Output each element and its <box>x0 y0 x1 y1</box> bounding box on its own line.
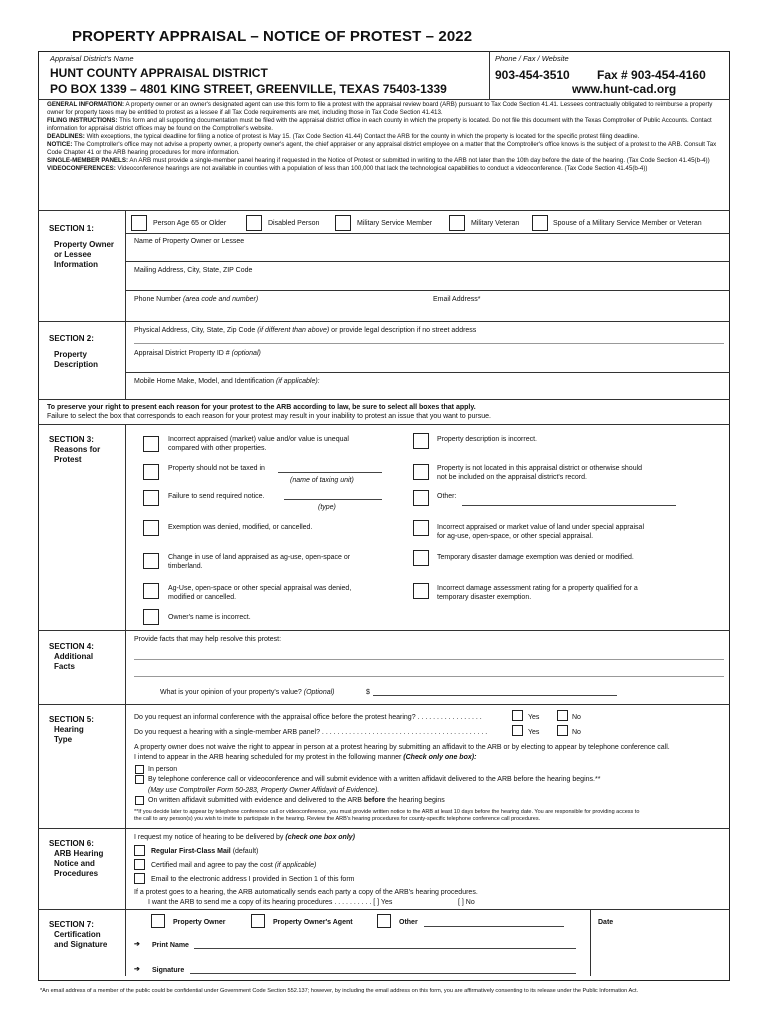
reason-damage-rating-checkbox[interactable] <box>413 583 429 599</box>
reason-description: Property description is incorrect. <box>437 436 537 443</box>
section6-sub2: Notice and <box>54 859 95 868</box>
section7-title: SECTION 7: <box>49 920 94 929</box>
label-spouse: Spouse of a Military Service Member or Veteran <box>553 220 702 227</box>
owner-name-label: Name of Property Owner or Lessee <box>134 238 245 245</box>
reason-text: for ag-use, open-space, or other special appraisal. <box>437 533 594 540</box>
opinion-value-field[interactable] <box>373 695 617 696</box>
footnote-line: the call to any person(s) you wish to invite to participate in the hearing. Review the ARB's hearing procedures for county-specific telephone conference call procedures. <box>134 816 541 822</box>
agent-checkbox[interactable] <box>251 914 265 928</box>
mobile-text: Mobile Home Make, Model, and Identification <box>134 378 275 385</box>
phone-number: 903-454-3510 <box>495 68 570 82</box>
filing-text: This form and all supporting documentation must be filed with the appraisal district office in each county in which the property is located. Do not file this document with the Texas Comptroller of Public Accounts. Contact information for appraisal district offices may be found on the Comptroller's website. <box>47 117 712 132</box>
reason-market-value <box>168 435 349 453</box>
facts-prompt: Provide facts that may help resolve this protest: <box>134 636 282 643</box>
single-member-yes-checkbox[interactable] <box>512 725 523 736</box>
affidavit-checkbox[interactable] <box>135 796 144 805</box>
section2-label <box>49 334 98 370</box>
reason-land-use <box>168 553 350 571</box>
physical-hint: (if different than above) <box>257 327 330 334</box>
email-label: Email Address* <box>433 296 481 303</box>
arrow-icon: ➔ <box>134 941 140 948</box>
rule <box>38 909 730 910</box>
video-text: Videoconference hearings are not available in counties with a population of less than 100,000 that lack the technological capabilities to conduct a videoconference. (Tax Code Section 41.45(b-4)) <box>117 165 648 172</box>
first-class-tail: (default) <box>232 848 259 855</box>
other-reason-field[interactable] <box>462 505 676 506</box>
fax-number: Fax # 903-454-4160 <box>597 68 706 82</box>
facts-line-2[interactable] <box>134 676 724 677</box>
reason-text: not be included on the appraisal district's record. <box>437 474 587 481</box>
district-label: Appraisal District's Name <box>50 54 134 63</box>
deadlines-text: With exceptions, the typical deadline for filing a notice of protest is May 15. (Tax Code Section 41.44) Contact the ARB for the county in which the property is located for the specific protest filing deadline. <box>86 133 640 140</box>
property-owner-label: Property Owner <box>173 919 226 926</box>
print-name-label: Print Name <box>152 942 189 949</box>
rule <box>125 424 126 630</box>
telephone-checkbox[interactable] <box>135 775 144 784</box>
rule <box>125 233 730 234</box>
general-text: A property owner or an owner's designated agent can use this form to file a protest with the appraisal review board (ARB) pursuant to Tax Code Section 41.41. Lessees contractually obligated to reimburse a property owner for property taxes may be entitled to protest as a lessee if all Tax Code requirements are met, including those in Tax Code Section 41.413. <box>47 101 713 116</box>
section4-label <box>49 642 94 672</box>
mobile-hint: (if applicable): <box>276 378 320 385</box>
appearance-text: I intend to appear in the ARB hearing scheduled for my protest in the following manner <box>134 754 402 761</box>
rule <box>38 399 730 400</box>
section6-sub3: Procedures <box>54 869 99 878</box>
section2-title: SECTION 2: <box>49 334 94 343</box>
deadlines-head: DEADLINES: <box>47 133 85 140</box>
certified-tail: (if applicable) <box>274 862 317 869</box>
dollar-sign: $ <box>366 689 370 696</box>
reason-text: Incorrect damage assessment rating for a property qualified for a <box>437 585 638 592</box>
rule <box>125 261 730 262</box>
reason-damage-rating <box>437 584 638 602</box>
general-info <box>47 101 723 173</box>
opinion-text: What is your opinion of your property's value? <box>160 689 302 696</box>
section2-sub1: Property <box>54 350 87 359</box>
section1-label <box>49 224 114 270</box>
informal-no-label: No <box>572 714 581 721</box>
certified-mail-label <box>151 861 316 870</box>
single-head: SINGLE-MEMBER PANELS: <box>47 157 129 164</box>
reason-other: Other: <box>437 493 457 500</box>
hearing-footnote <box>134 809 639 823</box>
section7-sub2: and Signature <box>54 940 108 949</box>
general-head: GENERAL INFORMATION: <box>47 101 125 108</box>
first-class-mail-label <box>151 847 258 856</box>
affidavit-label <box>148 796 445 805</box>
first-class-mail-checkbox[interactable] <box>134 845 145 856</box>
reason-exemption-checkbox[interactable] <box>143 520 159 536</box>
contact-label: Phone / Fax / Website <box>495 54 569 63</box>
property-owner-checkbox[interactable] <box>151 914 165 928</box>
reason-location <box>437 464 642 482</box>
phone-hint: (area code and number) <box>183 296 259 303</box>
section7-label <box>49 920 107 950</box>
section5-sub2: Type <box>54 735 73 744</box>
reason-location-checkbox[interactable] <box>413 464 429 480</box>
certified-text: Certified mail and agree to pay the cost <box>151 862 273 869</box>
reason-notice: Failure to send required notice. <box>168 493 265 500</box>
header-bottom-rule <box>38 99 730 100</box>
reason-text: compared with other properties. <box>168 445 267 452</box>
rule <box>38 828 730 829</box>
section3-sub2: Protest <box>54 455 82 464</box>
website: www.hunt-cad.org <box>572 82 677 96</box>
id-text: Appraisal District Property ID # <box>134 350 230 357</box>
checkbox-military-member[interactable] <box>335 215 351 231</box>
section6-label <box>49 839 103 879</box>
rule <box>38 630 730 631</box>
reason-text: Incorrect appraised or market value of land under special appraisal <box>437 524 645 531</box>
filing-head: FILING INSTRUCTIONS: <box>47 117 118 124</box>
phone-field-label <box>134 295 258 304</box>
reason-text: Incorrect appraised (market) value and/or value is unequal <box>168 436 349 443</box>
section3-title: SECTION 3: <box>49 435 94 444</box>
physical-text: Physical Address, City, State, Zip Code <box>134 327 256 334</box>
informal-yes-checkbox[interactable] <box>512 710 523 721</box>
delivery-text: I request my notice of hearing to be delivered by <box>134 834 284 841</box>
email-delivery-label: Email to the electronic address I provided in Section 1 of this form <box>151 876 355 883</box>
section5-sub1: Hearing <box>54 725 84 734</box>
notice-head: NOTICE: <box>47 141 73 148</box>
single-text: An ARB must provide a single-member panel hearing if requested in the Notice of Protest or submitted in writing to the ARB not later than the 10th day before the date of the hearing. (Tax Code Section 41.45(b-4)) <box>129 157 710 164</box>
telephone-label: By telephone conference call or videoconference and will submit evidence with a written affidavit delivered to the ARB before the hearing begins.** <box>148 776 601 783</box>
id-hint: (optional) <box>231 350 261 357</box>
single-member-yes-label: Yes <box>528 729 540 736</box>
reason-market-value-checkbox[interactable] <box>143 436 159 452</box>
rule <box>278 472 382 473</box>
agent-label: Property Owner's Agent <box>273 919 353 926</box>
section2-sub2: Description <box>54 360 99 369</box>
reason-text: temporary disaster exemption. <box>437 594 532 601</box>
section1-sub2: or Lessee <box>54 250 92 259</box>
affidavit-tail: the hearing begins <box>387 797 445 804</box>
section3-label <box>49 435 100 465</box>
section1-sub1: Property Owner <box>54 240 115 249</box>
opinion-label <box>160 688 335 697</box>
district-address: PO BOX 1339 – 4801 KING STREET, GREENVILLE, TEXAS 75403-1339 <box>50 82 447 96</box>
other-signer-field[interactable] <box>424 926 564 927</box>
arrow-icon: ➔ <box>134 966 140 973</box>
checkbox-disabled[interactable] <box>246 215 262 231</box>
signature-label: Signature <box>152 967 185 974</box>
certified-mail-checkbox[interactable] <box>134 859 145 870</box>
informal-conference-question: Do you request an informal conference with the appraisal office before the protest hearing? . . . . . . . . . . . . . . . . . <box>134 714 482 721</box>
reason-not-taxed-checkbox[interactable] <box>143 464 159 480</box>
in-person-checkbox[interactable] <box>135 765 144 774</box>
reason-disaster-exemption: Temporary disaster damage exemption was denied or modified. <box>437 554 634 561</box>
affidavit-text: On written affidavit submitted with evidence and delivered to the ARB <box>148 797 362 804</box>
first-class-text: Regular First-Class Mail <box>151 848 231 855</box>
section1-title: SECTION 1: <box>49 224 94 233</box>
property-id-label <box>134 349 261 358</box>
reason-text: Property is not located in this appraisal district or otherwise should <box>437 465 643 472</box>
mailing-address-label: Mailing Address, City, State, ZIP Code <box>134 267 253 274</box>
reason-owner-name: Owner's name is incorrect. <box>168 614 251 621</box>
mobile-home-label <box>134 377 320 386</box>
section4-sub1: Additional <box>54 652 94 661</box>
single-member-no-label: No <box>572 729 581 736</box>
in-person-label: In person <box>148 766 178 773</box>
rule <box>284 499 382 500</box>
physical-tail: or provide legal description if no street address <box>331 327 477 334</box>
delivery-prompt <box>134 833 355 842</box>
section3-sub1: Reasons for <box>54 445 101 454</box>
reason-owner-name-checkbox[interactable] <box>143 609 159 625</box>
page-title: PROPERTY APPRAISAL – NOTICE OF PROTEST – 2022 <box>72 28 473 45</box>
video-head: VIDEOCONFERENCES: <box>47 165 116 172</box>
label-military-member: Military Service Member <box>357 220 433 227</box>
reason-exemption: Exemption was denied, modified, or cancelled. <box>168 524 313 531</box>
rule <box>125 372 730 373</box>
footnote-line: **If you decide later to appear by telephone conference call or videoconference, you must provide written notice to the ARB at least 10 days before the hearing date. You are responsible for providing access to <box>134 809 640 815</box>
label-disabled: Disabled Person <box>268 220 320 227</box>
rule <box>38 704 730 705</box>
rule <box>590 909 591 976</box>
appearance-prompt <box>134 753 476 762</box>
section5-title: SECTION 5: <box>49 715 94 724</box>
section4-sub2: Facts <box>54 662 75 671</box>
type-hint: (type) <box>318 504 336 511</box>
checkbox-spouse[interactable] <box>532 215 548 231</box>
affidavit-before: before <box>363 797 386 804</box>
reason-text: Ag-Use, open-space or other special appraisal was denied, <box>168 585 352 592</box>
waive-statement: A property owner does not waive the right to appear in person at a protest hearing by submitting an affidavit to the ARB or by electing to appear by telephone conference call. <box>134 744 670 751</box>
reason-notice-checkbox[interactable] <box>143 490 159 506</box>
header-divider <box>489 51 490 99</box>
reason-land-value <box>437 523 644 541</box>
reason-not-taxed: Property should not be taxed in <box>168 465 265 472</box>
appearance-bold: (Check only one box): <box>403 754 477 761</box>
reason-text: Change in use of land appraised as ag-use, open-space or <box>168 554 351 561</box>
informal-yes-label: Yes <box>528 714 540 721</box>
reason-disaster-exemption-checkbox[interactable] <box>413 550 429 566</box>
reason-text: timberland. <box>168 563 203 570</box>
section5-label <box>49 715 94 745</box>
telephone-note: (May use Comptroller Form 50-283, Property Owner Affidavit of Evidence). <box>148 787 380 794</box>
label-age65: Person Age 65 or Older <box>153 220 227 227</box>
procedures-copy-no[interactable]: [ ] No <box>458 899 475 906</box>
general-bottom-rule <box>38 210 730 211</box>
rule <box>125 290 730 291</box>
reason-other-checkbox[interactable] <box>413 490 429 506</box>
single-member-question: Do you request a hearing with a single-member ARB panel? . . . . . . . . . . . . . . . . . . . . . . . . . . . . . . . . . . . . . . . . . . . <box>134 729 488 736</box>
procedures-copy-question: I want the ARB to send me a copy of its hearing procedures . . . . . . . . . . [ ] Yes <box>148 899 393 906</box>
physical-address-label <box>134 326 476 335</box>
section4-title: SECTION 4: <box>49 642 94 651</box>
preserve-warning: To preserve your right to present each reason for your protest to the ARB according to law, be sure to select all boxes that apply. <box>47 404 476 411</box>
delivery-bold: (check one box only) <box>285 834 355 841</box>
section6-sub1: ARB Hearing <box>54 849 104 858</box>
other-signer-checkbox[interactable] <box>377 914 391 928</box>
reason-text: modified or cancelled. <box>168 594 237 601</box>
email-disclaimer: *An email address of a member of the public could be confidential under Government Code Section 552.137; however, by including the email address on this form, you are affirmatively consenting to its release under the Public Information Act. <box>40 988 639 994</box>
other-signer-label: Other <box>399 919 418 926</box>
checkbox-veteran[interactable] <box>449 215 465 231</box>
signature-field[interactable] <box>190 973 576 974</box>
reason-land-value-checkbox[interactable] <box>413 520 429 536</box>
single-member-no-checkbox[interactable] <box>557 725 568 736</box>
date-label: Date <box>598 919 614 926</box>
print-name-field[interactable] <box>194 948 576 949</box>
checkbox-age65[interactable] <box>131 215 147 231</box>
section7-sub1: Certification <box>54 930 101 939</box>
district-name: HUNT COUNTY APPRAISAL DISTRICT <box>50 66 268 80</box>
section6-title: SECTION 6: <box>49 839 94 848</box>
preserve-note: Failure to select the box that corresponds to each reason for your protest may result in your inability to protest an issue that you want to pursue. <box>47 413 491 420</box>
section1-sub3: Information <box>54 260 98 269</box>
rule <box>38 321 730 322</box>
rule <box>38 424 730 425</box>
facts-line-1[interactable] <box>134 659 724 660</box>
notice-text: The Comptroller's office may not advise a property owner, a property owner's agent, the chief appraiser or any appraisal district employee on a matter that the Comptroller's office knows is the subject of a protest to the ARB. Consult Tax Code Chapter 41 or the ARB hearing procedures for more information. <box>47 141 717 156</box>
reason-land-use-checkbox[interactable] <box>143 553 159 569</box>
reason-description-checkbox[interactable] <box>413 433 429 449</box>
phone-label-text: Phone Number <box>134 296 182 303</box>
rule <box>134 343 724 344</box>
reason-ag-use <box>168 584 351 602</box>
taxing-unit-hint: (name of taxing unit) <box>290 477 354 484</box>
informal-no-checkbox[interactable] <box>557 710 568 721</box>
label-veteran: Military Veteran <box>471 220 520 227</box>
email-delivery-checkbox[interactable] <box>134 873 145 884</box>
opinion-hint: (Optional) <box>303 689 335 696</box>
procedures-note: If a protest goes to a hearing, the ARB automatically sends each party a copy of the ARB's hearing procedures. <box>134 889 478 896</box>
reason-ag-use-checkbox[interactable] <box>143 583 159 599</box>
rule <box>125 630 126 976</box>
